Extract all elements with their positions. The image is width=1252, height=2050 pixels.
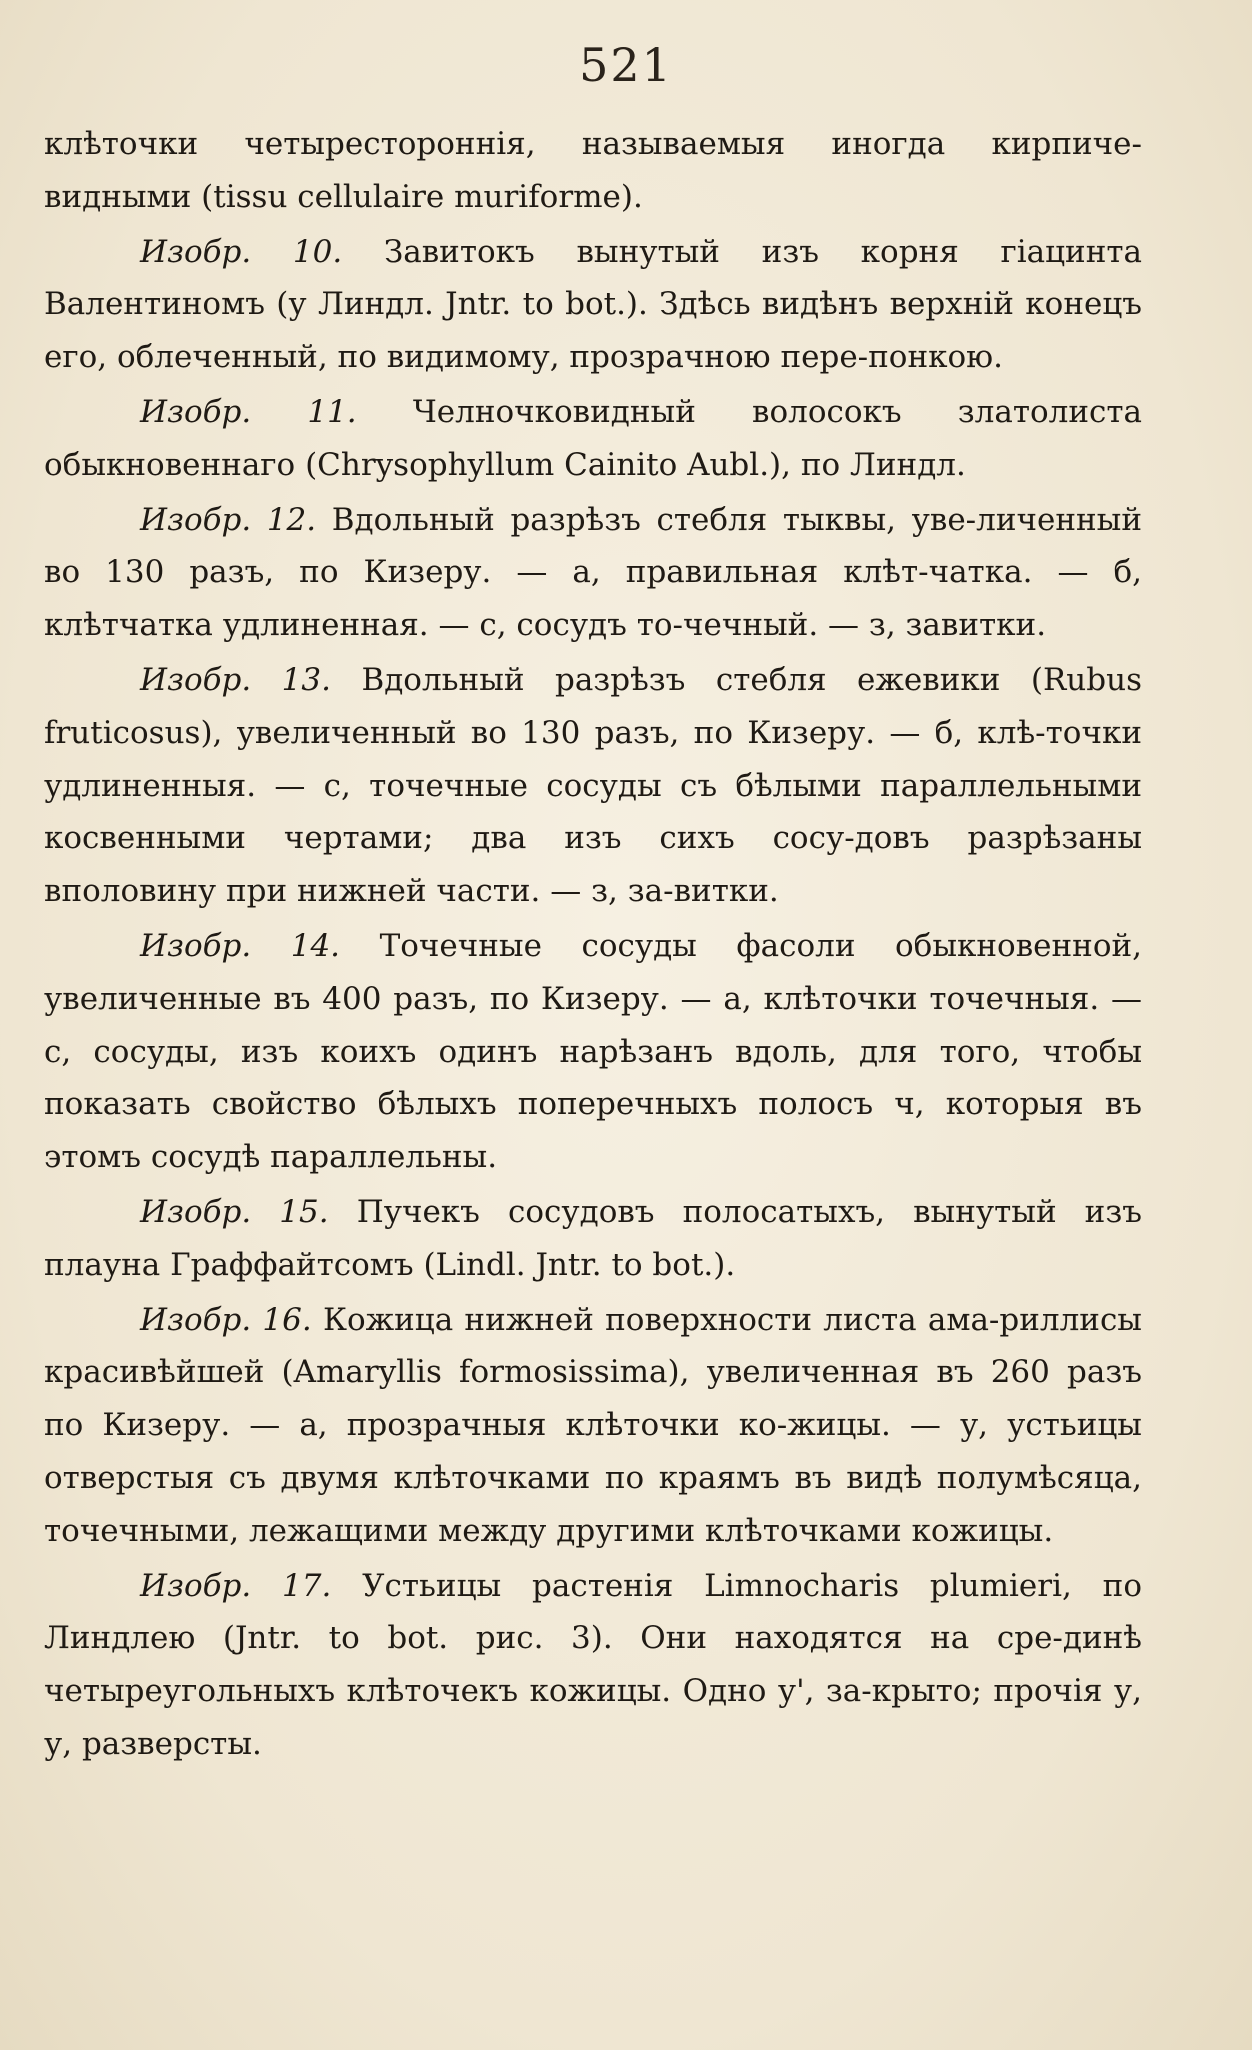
paragraph-continuation: [44, 118, 1142, 224]
figure-caption-text: Вдольный разрѣзъ стебля ежевики (Rubus fruticosus), увеличенный во 130 разъ, по Кизеру. — б, клѣ-точки удлиненныя. — с, точечные сосуды съ бѣлыми параллельными косвенными чертами; два изъ сихъ сосу-довъ разрѣзаны вполовину при нижней части. — з, за-витки.: [44, 661, 1142, 910]
figure-label: Изобр. 10.: [140, 233, 343, 270]
figure-caption-13: [44, 654, 1142, 918]
figure-caption-17: [44, 1560, 1142, 1771]
figure-caption-16: [44, 1294, 1142, 1558]
figure-label: Изобр. 15.: [140, 1193, 329, 1230]
figure-caption-text: Кожица нижней поверхности листа ама-риллисы красивѣйшей (Amaryllis formosissima), увеличенная въ 260 разъ по Кизеру. — а, прозрачныя клѣточки ко-жицы. — у, устьицы отверстыя съ двумя клѣточками по краямъ въ видѣ полумѣсяца, точечными, лежащими между другими клѣточками кожицы.: [44, 1301, 1142, 1549]
figure-caption-text: Завитокъ вынутый изъ корня гіацинта Валентиномъ (у Линдл. Jntr. to bot.). Здѣсь видѣнъ верхній конецъ его, облеченный, по видимому, прозрачною пере-понкою.: [44, 233, 1142, 376]
figure-label: Изобр. 16.: [140, 1301, 312, 1338]
figure-caption-text: Вдольный разрѣзъ стебля тыквы, уве-личенный во 130 разъ, по Кизеру. — а, правильная клѣт-чатка. — б, клѣтчатка удлиненная. — с, сосудъ то-чечный. — з, завитки.: [44, 501, 1142, 644]
figure-caption-text: Точечные сосуды фасоли обыкновенной, увеличенные въ 400 разъ, по Кизеру. — а, клѣточки точечныя. — с, сосуды, изъ коихъ одинъ нарѣзанъ вдоль, для того, чтобы показать свойство бѣлыхъ поперечныхъ полосъ ч, которыя въ этомъ сосудѣ параллельны.: [44, 927, 1142, 1176]
figure-caption-10: [44, 226, 1142, 384]
figure-caption-text: Челночковидный волосокъ златолиста обыкновеннаго (Chrysophyllum Cainito Aubl.), по Линдл.: [44, 393, 1142, 483]
figure-label: Изобр. 14.: [140, 927, 341, 964]
figure-label: Изобр. 17.: [140, 1567, 332, 1604]
figure-caption-12: [44, 494, 1142, 652]
page-number: 521: [579, 38, 673, 92]
figure-label: Изобр. 13.: [140, 661, 331, 698]
figure-label: Изобр. 12.: [140, 501, 317, 538]
figure-caption-text: Устьицы растенія Limnocharis plumieri, по Линдлею (Jntr. to bot. рис. 3). Они находятся на сре-динѣ четыреугольныхъ клѣточекъ кожицы. Одно у', за-крыто; прочія у, у, разверсты.: [44, 1567, 1142, 1762]
figure-caption-11: [44, 386, 1142, 492]
paragraph-text: клѣточки четырестороннія, называемыя иногда кирпиче-видными (tissu cellulaire muriforme).: [44, 126, 1142, 215]
figure-caption-14: [44, 920, 1142, 1184]
figure-caption-15: [44, 1186, 1142, 1292]
figure-caption-text: Пучекъ сосудовъ полосатыхъ, вынутый изъ плауна Граффайтсомъ (Lindl. Jntr. to bot.).: [44, 1193, 1142, 1283]
body-text: [44, 118, 1142, 1773]
figure-label: Изобр. 11.: [140, 393, 357, 430]
